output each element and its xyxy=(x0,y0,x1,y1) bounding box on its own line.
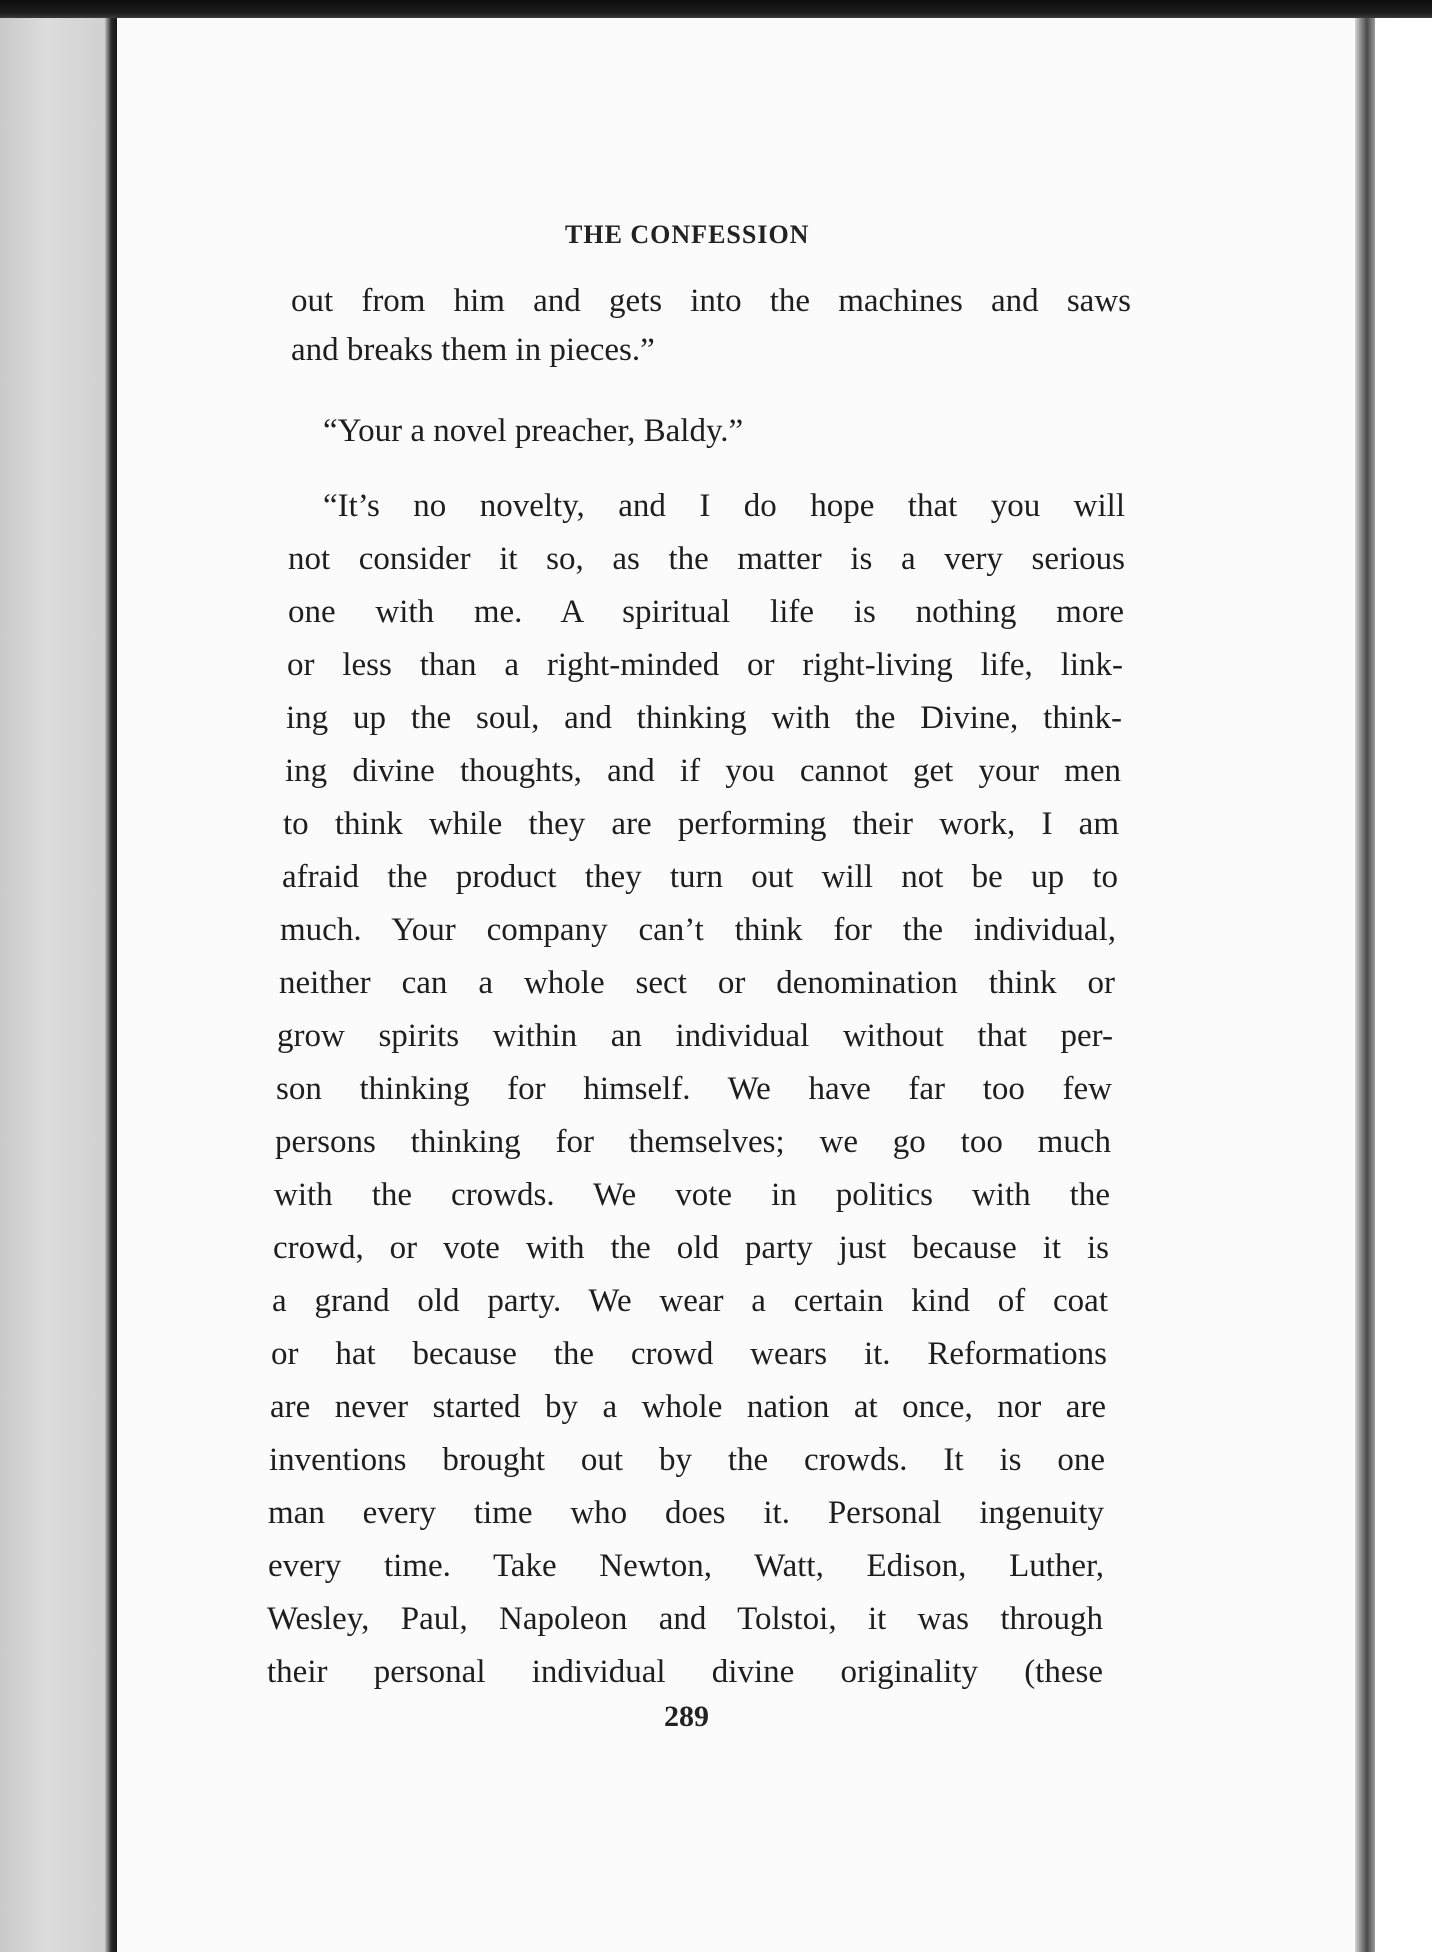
text-line: every time. Take Newton, Watt, Edison, Luther, xyxy=(268,1548,1104,1584)
text-line: not consider it so, as the matter is a very serious xyxy=(288,541,1125,577)
text-line: one with me. A spiritual life is nothing more xyxy=(288,594,1124,630)
text-line: “It’s no novelty, and I do hope that you will xyxy=(323,488,1125,524)
text-line: their personal individual divine originality (these xyxy=(267,1654,1103,1690)
page-number: 289 xyxy=(664,1700,709,1733)
text-line: and breaks them in pieces.” xyxy=(291,332,655,368)
text-line: son thinking for himself. We have far too few xyxy=(276,1071,1112,1107)
text-line: or less than a right-minded or right-living life, link- xyxy=(287,647,1123,683)
running-head: THE CONFESSION xyxy=(565,220,810,249)
text-line: ing up the soul, and thinking with the Divine, think- xyxy=(286,700,1122,736)
text-line: are never started by a whole nation at once, nor are xyxy=(270,1389,1106,1425)
text-line: inventions brought out by the crowds. It is one xyxy=(269,1442,1105,1478)
text-line: neither can a whole sect or denomination think or xyxy=(279,965,1115,1001)
text-line: “Your a novel preacher, Baldy.” xyxy=(323,413,744,449)
text-line: with the crowds. We vote in politics with the xyxy=(274,1177,1110,1213)
text-line: or hat because the crowd wears it. Reformations xyxy=(271,1336,1107,1372)
text-line: afraid the product they turn out will not be up to xyxy=(282,859,1118,895)
text-line: Wesley, Paul, Napoleon and Tolstoi, it was through xyxy=(267,1601,1103,1637)
text-line: to think while they are performing their work, I am xyxy=(283,806,1119,842)
text-line: a grand old party. We wear a certain kind of coat xyxy=(272,1283,1108,1319)
text-line: much. Your company can’t think for the individual, xyxy=(280,912,1116,948)
text-line: ing divine thoughts, and if you cannot get your men xyxy=(285,753,1121,789)
text-line: out from him and gets into the machines and saws xyxy=(291,283,1131,319)
text-line: grow spirits within an individual without that per- xyxy=(277,1018,1113,1054)
text-line: man every time who does it. Personal ingenuity xyxy=(268,1495,1104,1531)
text-line: crowd, or vote with the old party just because it is xyxy=(273,1230,1109,1266)
text-line: persons thinking for themselves; we go too much xyxy=(275,1124,1111,1160)
